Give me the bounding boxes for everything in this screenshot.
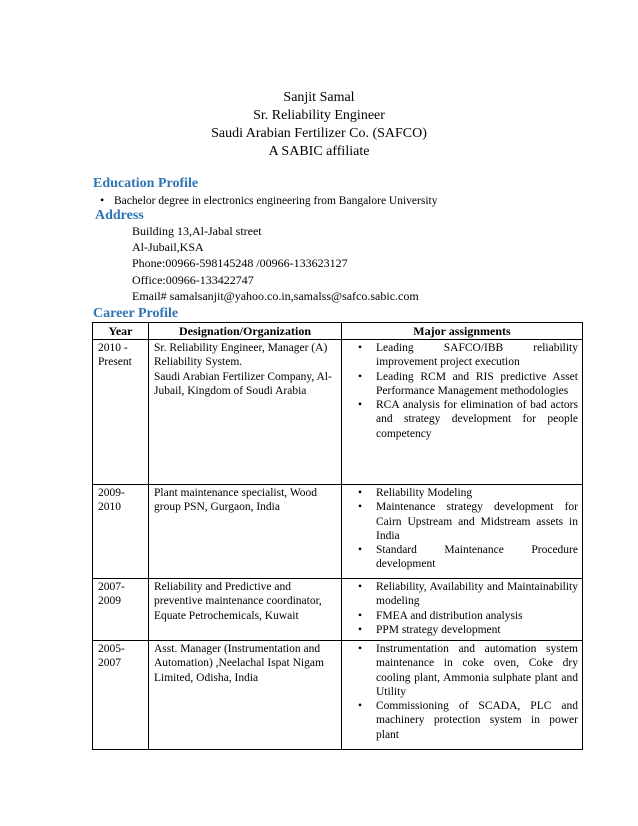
assignment-item: • Instrumentation and automation system maintenance in coke oven, Coke dry cooling plant, Ammonia sulphate plant and Utility	[347, 642, 578, 699]
assignment-item: • RCA analysis for elimination of bad actors and strategy development for people competency	[347, 398, 578, 441]
address-office: Office:00966-133422747	[132, 272, 254, 287]
assignment-item: • Leading SAFCO/IBB reliability improvement project execution	[347, 341, 578, 370]
assignment-item: • Commissioning of SCADA, PLC and machinery protection system in power plant	[347, 699, 578, 742]
company-affiliate: A SABIC affiliate	[268, 144, 370, 159]
organization-text: Saudi Arabian Fertilizer Company, Al-Jubail, Kingdom of Soudi Arabia	[154, 370, 332, 397]
designation-text: Sr. Reliability Engineer, Manager (A) Reliability System.	[154, 342, 328, 369]
column-header-designation: Designation/Organization	[149, 323, 342, 340]
row-designation	[149, 340, 342, 485]
address-city: Al-Jubail,KSA	[132, 240, 204, 255]
table-row	[93, 485, 583, 579]
column-header-assignments: Major assignments	[342, 323, 583, 340]
row-year: 2007-2009	[93, 579, 149, 641]
assignment-item: • PPM strategy development	[347, 623, 578, 637]
candidate-name: Sanjit Samal	[283, 90, 355, 105]
table-row	[93, 641, 583, 750]
career-table	[92, 322, 583, 750]
resume-header	[0, 89, 638, 161]
table-row	[93, 340, 583, 485]
education-heading: Education Profile	[93, 176, 199, 191]
row-year: 2010 - Present	[93, 340, 149, 485]
candidate-company: Saudi Arabian Fertilizer Co. (SAFCO)	[211, 126, 427, 141]
education-list	[100, 193, 437, 208]
candidate-title: Sr. Reliability Engineer	[253, 108, 385, 123]
column-header-year: Year	[93, 323, 149, 340]
table-row	[93, 579, 583, 641]
assignment-item: • Standard Maintenance Procedure development	[347, 543, 578, 572]
row-assignments	[342, 579, 583, 641]
row-assignments	[342, 485, 583, 579]
assignment-item: • Reliability Modeling	[347, 486, 578, 500]
row-assignments	[342, 641, 583, 750]
assignment-item: • Leading RCM and RIS predictive Asset Performance Management methodologies	[347, 370, 578, 399]
address-block	[132, 223, 419, 304]
assignment-item: • Reliability, Availability and Maintainability modeling	[347, 580, 578, 609]
assignment-item: • FMEA and distribution analysis	[347, 609, 578, 623]
career-heading: Career Profile	[93, 306, 179, 321]
row-year: 2005-2007	[93, 641, 149, 750]
address-phone: Phone:00966-598145248 /00966-133623127	[132, 256, 348, 271]
row-designation: Asst. Manager (Instrumentation and Automation) ,Neelachal Ispat Nigam Limited, Odisha, India	[149, 641, 342, 750]
row-assignments	[342, 340, 583, 485]
row-designation: Plant maintenance specialist, Wood group PSN, Gurgaon, India	[149, 485, 342, 579]
address-email: Email# samalsanjit@yahoo.co.in,samalss@safco.sabic.com	[132, 288, 419, 303]
career-table-header	[93, 323, 583, 340]
address-heading: Address	[95, 208, 144, 223]
row-designation: Reliability and Predictive and preventive maintenance coordinator, Equate Petrochemicals, Kuwait	[149, 579, 342, 641]
address-street: Building 13,Al-Jabal street	[132, 224, 262, 238]
row-year: 2009-2010	[93, 485, 149, 579]
education-item: • Bachelor degree in electronics engineering from Bangalore University	[100, 193, 437, 208]
assignment-item: • Maintenance strategy development for Cairn Upstream and Midstream assets in India	[347, 500, 578, 543]
